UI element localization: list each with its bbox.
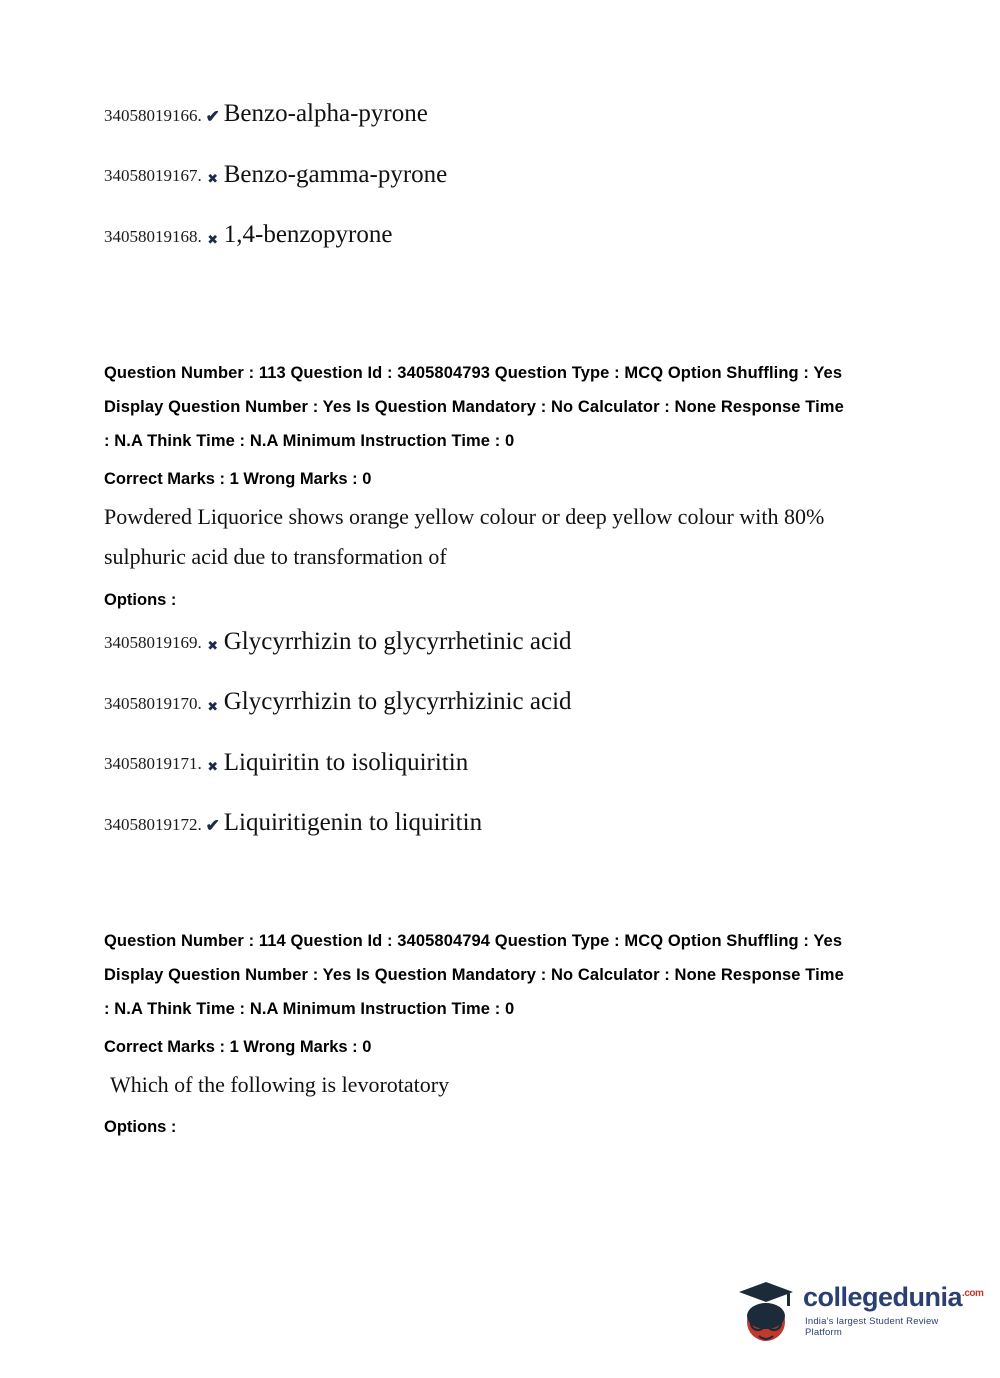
option-row[interactable] [104, 809, 904, 837]
question-meta-line: : N.A Think Time : N.A Minimum Instruction Time : 0 [104, 999, 515, 1018]
question-meta-line: Display Question Number : Yes Is Question Mandatory : No Calculator : None Response Time [104, 965, 844, 984]
question-113-meta [104, 356, 904, 458]
option-row[interactable] [104, 688, 904, 716]
question-meta-line: Display Question Number : Yes Is Question Mandatory : No Calculator : None Response Time [104, 397, 844, 416]
option-text: Glycyrrhizin to glycyrrhizinic acid [223, 688, 572, 715]
option-id: 34058019166. [104, 105, 202, 125]
check-icon: ✔ [205, 815, 220, 835]
question-meta-line: : N.A Think Time : N.A Minimum Instruction Time : 0 [104, 431, 515, 450]
option-row[interactable] [104, 749, 904, 777]
logo-suffix: .com [962, 1288, 984, 1299]
option-row[interactable] [104, 221, 904, 249]
question-text-line: Powdered Liquorice shows orange yellow colour or deep yellow colour with 80% [104, 503, 825, 529]
question-meta-line: Question Number : 114 Question Id : 3405804794 Question Type : MCQ Option Shuffling : Yes [104, 931, 843, 950]
option-row[interactable] [104, 628, 904, 656]
cross-icon: ✖ [207, 171, 219, 186]
option-text: Benzo-alpha-pyrone [223, 100, 428, 127]
options-label: Options : [104, 1118, 177, 1136]
options-label: Options : [104, 590, 177, 609]
option-id: 34058019167. [104, 166, 202, 185]
question-text-line: sulphuric acid due to transformation of [104, 544, 447, 569]
option-id: 34058019168. [104, 226, 202, 246]
question-114-meta [104, 924, 904, 1026]
option-id: 34058019172. [104, 814, 202, 834]
logo-name: collegedunia [803, 1282, 963, 1312]
option-row[interactable] [104, 100, 904, 128]
cross-icon: ✖ [207, 759, 219, 774]
collegedunia-logo [735, 1272, 984, 1352]
logo-wordmark [803, 1282, 983, 1313]
question-text-line: Which of the following is levorotatory [110, 1071, 450, 1097]
cross-icon: ✖ [207, 698, 219, 714]
section-spacer [104, 282, 904, 356]
cross-icon: ✖ [207, 231, 219, 247]
question-marks-line: Correct Marks : 1 Wrong Marks : 0 [104, 469, 372, 488]
option-id: 34058019169. [104, 633, 202, 652]
question-marks-line: Correct Marks : 1 Wrong Marks : 0 [104, 1037, 372, 1056]
cross-icon: ✖ [207, 638, 219, 653]
logo-tagline: India's largest Student Review Platform [805, 1316, 939, 1338]
section-spacer [104, 870, 904, 924]
option-id: 34058019171. [104, 754, 202, 773]
option-text: Glycyrrhizin to glycyrrhetinic acid [223, 627, 572, 655]
option-text: Benzo-gamma-pyrone [223, 160, 448, 188]
option-id: 34058019170. [104, 693, 202, 713]
option-text: Liquiritin to isoliquiritin [223, 748, 469, 776]
graduate-avatar-icon [735, 1276, 797, 1342]
option-text: Liquiritigenin to liquiritin [223, 809, 483, 836]
document-content [104, 100, 904, 1155]
option-row[interactable] [104, 161, 904, 189]
check-icon: ✔ [205, 106, 220, 126]
option-text: 1,4-benzopyrone [223, 221, 393, 248]
question-meta-line: Question Number : 113 Question Id : 3405804793 Question Type : MCQ Option Shuffling : Yes [104, 363, 843, 382]
